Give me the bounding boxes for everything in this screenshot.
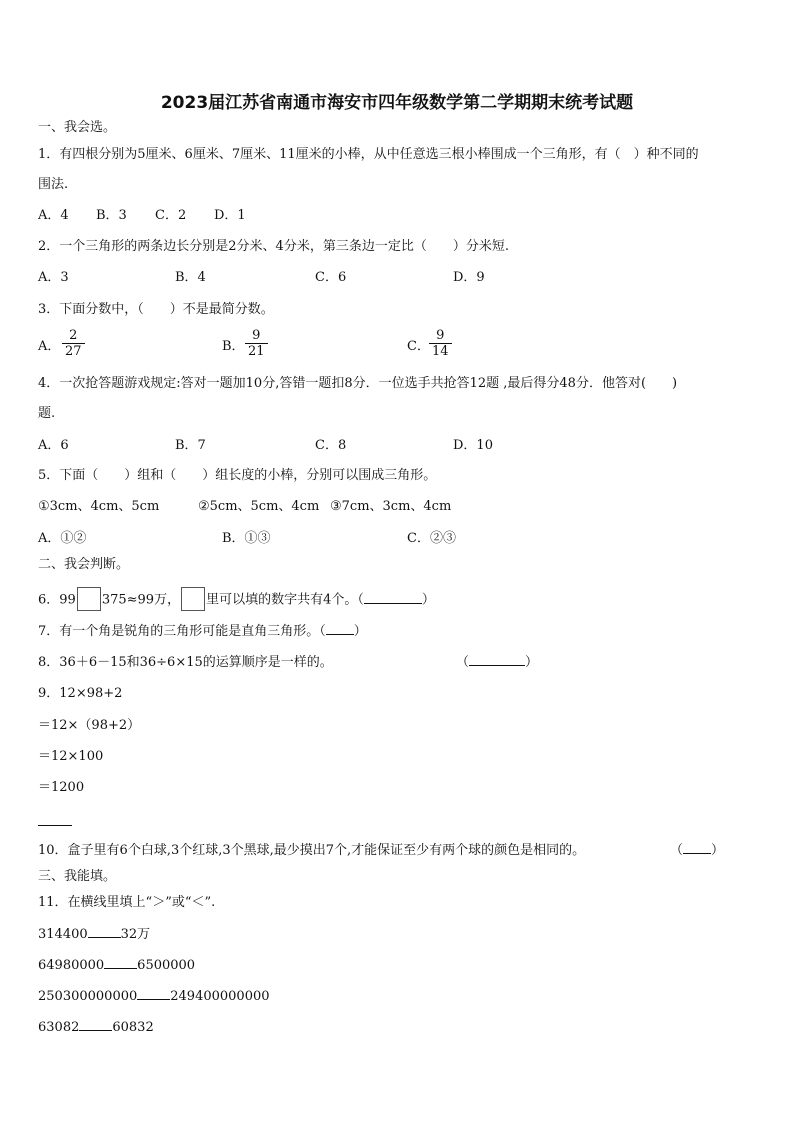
fraction-numerator: 9: [245, 328, 268, 344]
q11-item-2-right: 6500000: [137, 958, 196, 973]
fraction-denominator: 27: [65, 344, 82, 359]
q4-text-line1: 4．一次抢答题游戏规定:答对一题加10分,答错一题扣8分．一位选手共抢答12题 ,最后得分48分．他答对( ): [38, 376, 678, 391]
q6-fill-box-2[interactable]: [181, 587, 205, 611]
q11-item-3-right: 249400000000: [170, 989, 270, 1004]
q10-answer: [670, 843, 724, 859]
q11-item-1-right: 32万: [120, 927, 151, 942]
q11-item-2: [38, 958, 195, 974]
q1-text-line2: 围法.: [38, 177, 69, 192]
q11-item-3: [38, 989, 270, 1005]
q4-option-a: A．6: [38, 438, 69, 453]
q2-option-c: C．6: [315, 270, 347, 285]
q3-option-a-fraction: [62, 328, 85, 359]
q3-text: 3．下面分数中，（ ）不是最简分数。: [38, 302, 274, 317]
q9-line-2: ＝12×（98+2）: [38, 718, 141, 733]
q5-group-1: ①3cm、4cm、5cm: [38, 499, 160, 514]
q4-text-line2: 题.: [38, 406, 56, 421]
q9-line-4: ＝1200: [38, 780, 85, 795]
q2-option-a: A．3: [38, 270, 69, 285]
q3-option-c-label: C．: [407, 339, 430, 354]
q11-item-3-left: 250300000000: [38, 989, 138, 1004]
q11-item-3-blank[interactable]: [137, 999, 170, 1000]
q5-text: 5．下面（ ）组和（ ）组长度的小棒，分别可以围成三角形。: [38, 468, 437, 483]
fraction-numerator: 9: [429, 328, 452, 344]
q2-option-b: B．4: [175, 270, 206, 285]
fraction-numerator: 2: [62, 328, 85, 344]
q1-option-c: C．2: [155, 208, 187, 223]
q5-option-c: C．②③: [407, 531, 456, 546]
q10-open-paren: （: [670, 843, 684, 858]
q1-text-line1: 1．有四根分别为5厘米、6厘米、7厘米、11厘米的小棒，从中任意选三根小棒围成一个三角形，有（ ）种不同的: [38, 147, 699, 162]
q10-answer-blank[interactable]: [683, 853, 711, 854]
q11-item-2-left: 64980000: [38, 958, 105, 973]
q9-line-1: 9．12×98+2: [38, 686, 123, 701]
q4-option-b: B．7: [175, 438, 206, 453]
q10-close-paren: ）: [711, 843, 725, 858]
q4-option-d: D．10: [453, 438, 493, 453]
q11-item-4-right: 60832: [112, 1020, 154, 1035]
q8-open-paren: （: [456, 655, 470, 670]
q11-item-4: [38, 1020, 154, 1036]
section-3-heading: 三、我能填。: [38, 869, 117, 884]
q5-option-a: A．①②: [38, 531, 87, 546]
section-1-heading: 一、我会选。: [38, 120, 117, 135]
q6-part-d: ）: [421, 592, 435, 608]
q6-part-b: 375≈99万，: [101, 592, 181, 608]
q11-item-2-blank[interactable]: [104, 968, 137, 969]
section-2-heading: 二、我会判断。: [38, 557, 130, 572]
q1-option-b: B．3: [96, 208, 127, 223]
q5-group-3: ③7cm、3cm、4cm: [330, 499, 452, 514]
q10-text: 10．盒子里有6个白球,3个红球,3个黑球,最少摸出7个,才能保证至少有两个球的颜色是相同的。: [38, 843, 586, 858]
fraction-denominator: 21: [248, 344, 265, 359]
fraction-denominator: 14: [432, 344, 449, 359]
q1-option-d: D．1: [214, 208, 246, 223]
q5-option-b: B．①③: [222, 531, 271, 546]
q1-option-a: A．4: [38, 208, 69, 223]
q7-part-b: ）: [353, 624, 367, 639]
q2-text: 2．一个三角形的两条边长分别是2分米、4分米，第三条边一定比（ ）分米短.: [38, 239, 509, 254]
q2-option-d: D．9: [453, 270, 485, 285]
q7-part-a: 7．有一个角是锐角的三角形可能是直角三角形。（: [38, 624, 326, 639]
q11-item-1-left: 314400: [38, 927, 88, 942]
q11-item-1: [38, 927, 150, 943]
q11-item-4-left: 63082: [38, 1020, 80, 1035]
q8-answer: [456, 655, 538, 671]
q6-answer-blank[interactable]: [364, 603, 422, 604]
q6-part-c: 里可以填的数字共有4个。（: [206, 592, 364, 608]
q11-item-1-blank[interactable]: [88, 937, 121, 938]
q8-text: 8．36＋6－15和36÷6×15的运算顺序是一样的。: [38, 655, 333, 670]
q11-text: 11．在横线里填上“＞”或“＜”.: [38, 895, 216, 910]
q6-part-a: 6．99: [38, 592, 76, 608]
q3-option-a-label: A．: [38, 339, 61, 354]
q3-option-b-fraction: [245, 328, 268, 359]
q6-fill-box-1[interactable]: [77, 587, 101, 611]
q4-option-c: C．8: [315, 438, 347, 453]
page-title: 2023届江苏省南通市海安市四年级数学第二学期期末统考试题: [160, 93, 634, 113]
q7-answer-blank[interactable]: [326, 634, 354, 635]
q3-option-b-label: B．: [222, 339, 245, 354]
q9-line-3: ＝12×100: [38, 749, 104, 764]
q3-option-c-fraction: [429, 328, 452, 359]
q11-item-4-blank[interactable]: [79, 1030, 112, 1031]
q5-group-2: ②5cm、5cm、4cm: [198, 499, 320, 514]
q9-answer-blank[interactable]: [38, 825, 72, 826]
q8-answer-blank[interactable]: [469, 665, 525, 666]
q8-close-paren: ）: [525, 655, 539, 670]
q6-line: [38, 588, 435, 612]
q7-line: [38, 624, 367, 640]
